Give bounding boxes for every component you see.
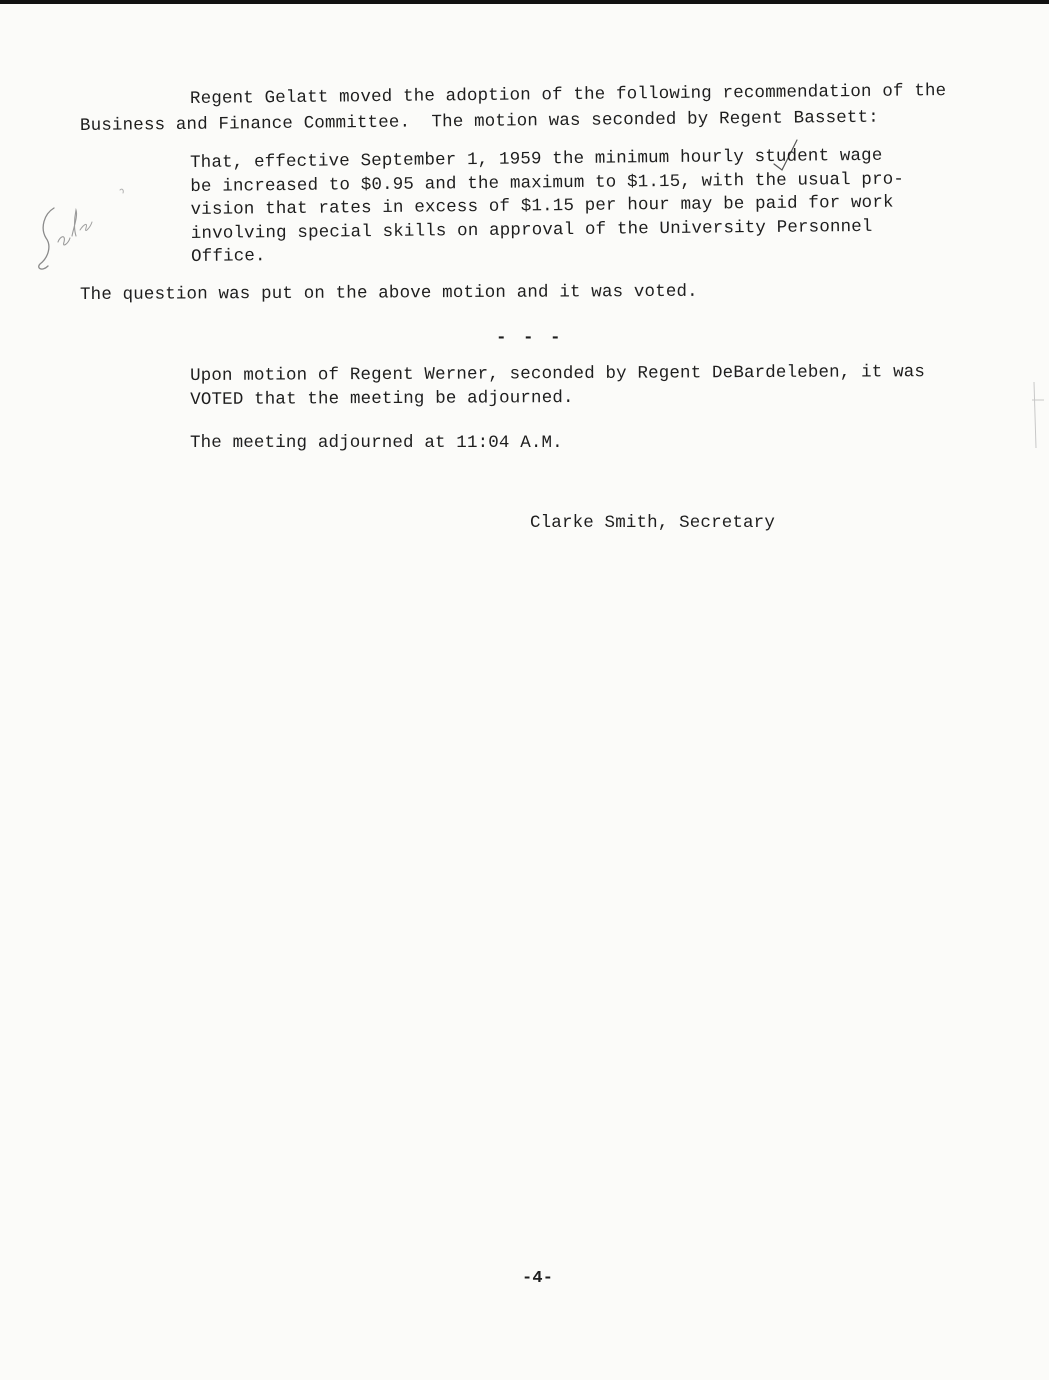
scan-edge-mark <box>1030 380 1048 450</box>
recommendation-line: Office. <box>190 246 266 267</box>
intro-line-2: Business and Finance Committee. The motion was seconded by Regent Bassett: <box>79 107 879 136</box>
recommendation-line: involving special skills on approval of the University Personnel <box>190 216 873 244</box>
adjournment-time: The meeting adjourned at 11:04 A.M. <box>190 433 563 453</box>
page-number: -4- <box>522 1269 554 1288</box>
adjournment-line: VOTED that the meeting be adjourned. <box>190 387 574 410</box>
section-separator: - - - <box>496 328 564 348</box>
secretary-signature: Clarke Smith, Secretary <box>530 513 775 533</box>
intro-line-1: Regent Gelatt moved the adoption of the following recommendation of the <box>189 81 947 109</box>
recommendation-line: be increased to $0.95 and the maximum to $1.15, with the usual pro- <box>190 169 905 197</box>
recommendation-line: That, effective September 1, 1959 the minimum hourly student wage <box>190 145 883 173</box>
recommendation-line: vision that rates in excess of $1.15 per hour may be paid for work <box>190 192 894 220</box>
adjournment-block <box>190 360 925 412</box>
margin-handwriting-annotation <box>28 180 138 290</box>
adjournment-line: Upon motion of Regent Werner, seconded by Regent DeBardeleben, it was <box>190 362 926 386</box>
vote-result: The question was put on the above motion and it was voted. <box>79 281 698 305</box>
recommendation-block <box>190 145 905 270</box>
